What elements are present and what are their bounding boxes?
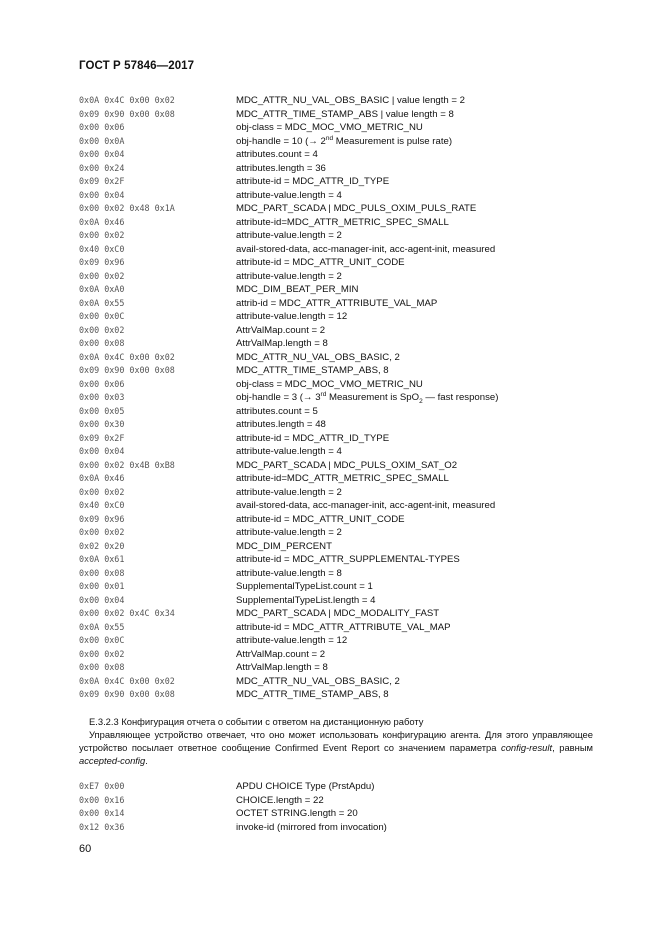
paragraph-param-config-result: config-result: [501, 742, 553, 753]
field-description: [236, 648, 325, 662]
hex-bytes: 0x09 0x90 0x00 0x08: [79, 689, 175, 699]
hex-bytes: 0x00 0x04: [79, 189, 125, 200]
field-description: [236, 189, 342, 203]
description-desc: APDU CHOICE Type (PrstApdu): [236, 781, 375, 792]
hex-bytes: 0x00 0x24: [79, 162, 125, 173]
table-row: [79, 270, 599, 284]
table-row: [79, 189, 599, 203]
hex-bytes: 0x00 0x06: [79, 378, 125, 389]
hex-bytes: 0x0A 0x55: [79, 297, 125, 308]
table-row: [79, 216, 599, 230]
description-desc: OCTET STRING.length = 20: [236, 808, 358, 819]
table-row: [79, 162, 599, 176]
hex-bytes: 0x00 0x02 0x4B 0xB8: [79, 459, 175, 470]
section-e-3-2-3: [79, 715, 593, 767]
field-description: [236, 661, 328, 675]
table-row: [79, 580, 599, 594]
table-row: [79, 283, 599, 297]
field-description: [236, 310, 347, 324]
field-description: [236, 634, 347, 648]
hex-bytes: 0x09 0x96: [79, 513, 125, 524]
description-desc: AttrValMap.count = 2: [236, 648, 326, 660]
field-description: [236, 499, 495, 513]
description-desc: SupplementalTypeList.length = 4: [236, 594, 376, 606]
description-desc: attrib-id = MDC_ATTR_ATTRIBUTE_VAL_MAP: [236, 297, 438, 309]
table-row: [79, 648, 599, 662]
hex-bytes: 0x00 0x08: [79, 567, 125, 578]
hex-bytes: 0x02 0x20: [79, 540, 125, 551]
section-heading: E.3.2.3 Конфигурация отчета о событии с ответом на дистанционную работу: [89, 716, 424, 727]
table-row: [79, 432, 599, 446]
description-desc: attribute-value.length = 2: [236, 230, 342, 241]
hex-bytes: 0x00 0x16: [79, 794, 125, 805]
description-desc: avail-stored-data, acc-manager-init, acc-agent-init, measured: [236, 500, 496, 511]
table-row: [79, 794, 599, 808]
description-desc: obj-handle = 3 (→ 3: [236, 392, 321, 403]
hex-bytes: 0x00 0x03: [79, 392, 125, 402]
field-description: [236, 162, 326, 176]
field-description: [236, 807, 358, 821]
table-row: [79, 499, 599, 513]
field-description: [236, 553, 460, 567]
description-desc: MDC_ATTR_TIME_STAMP_ABS, 8: [236, 689, 389, 700]
description-desc: attribute-value.length = 2: [236, 527, 342, 538]
description-desc: attributes.count = 5: [236, 405, 318, 417]
field-description: [236, 175, 389, 189]
description-desc: attributes.length = 36: [236, 162, 326, 174]
description-desc: attribute-value.length = 4: [236, 446, 342, 457]
field-description: [236, 540, 332, 554]
description-desc: MDC_DIM_BEAT_PER_MIN: [236, 284, 359, 295]
hex-bytes: 0x09 0x90 0x00 0x08: [79, 108, 175, 119]
field-description: [236, 526, 342, 540]
table-row: [79, 364, 599, 378]
table-row: [79, 594, 599, 608]
field-description: [236, 337, 328, 351]
description-desc: attribute-id = MDC_ATTR_ID_TYPE: [236, 176, 390, 187]
description-desc: attributes.count = 4: [236, 149, 318, 160]
description-desc: MDC_ATTR_TIME_STAMP_ABS | value length = 8: [236, 108, 454, 120]
table-row: [79, 391, 599, 405]
description-desc: MDC_DIM_PERCENT: [236, 540, 332, 552]
description-desc: AttrValMap.length = 8: [236, 662, 328, 673]
field-description: [236, 391, 498, 405]
table-row: [79, 351, 599, 365]
field-description: [236, 216, 449, 230]
field-description: [236, 256, 405, 270]
description-desc: avail-stored-data, acc-manager-init, acc-agent-init, measured: [236, 243, 496, 255]
description-desc: invoke-id (mirrored from invocation): [236, 821, 387, 833]
table-row: [79, 405, 599, 419]
table-row: [79, 607, 599, 621]
description-desc: attributes.length = 48: [236, 419, 326, 430]
table-row: [79, 821, 599, 835]
table-row: [79, 540, 599, 554]
table-row: [79, 418, 599, 432]
description-sup: nd: [325, 134, 334, 142]
hex-bytes: 0x00 0x08: [79, 338, 125, 348]
table-row: [79, 229, 599, 243]
description-desc: MDC_ATTR_NU_VAL_OBS_BASIC, 2: [236, 675, 400, 687]
description-desc: attribute-id = MDC_ATTR_SUPPLEMENTAL-TYPES: [236, 554, 460, 565]
paragraph-text-2: , равным: [552, 742, 593, 753]
hex-bytes: 0x09 0x2F: [79, 432, 125, 443]
paragraph-text-1: Управляющее устройство отвечает, что оно может использовать конфигурацию агента. Для этого управляющее устройство посылает ответное сообщение Confirmed Event Report со значением параметра: [79, 729, 593, 753]
table-row: [79, 310, 599, 324]
description-desc: obj-class = MDC_MOC_VMO_METRIC_NU: [236, 122, 423, 133]
description-desc: attribute-id = MDC_ATTR_UNIT_CODE: [236, 513, 405, 525]
hex-bytes: 0x40 0xC0: [79, 243, 125, 254]
table-row: [79, 513, 599, 527]
description-desc: attribute-id=MDC_ATTR_METRIC_SPEC_SMALL: [236, 216, 449, 228]
table-row: [79, 378, 599, 392]
hex-bytes: 0x0A 0xA0: [79, 284, 125, 294]
hex-bytes: 0x00 0x0C: [79, 635, 125, 645]
field-description: [236, 418, 326, 432]
hex-bytes: 0x00 0x14: [79, 808, 125, 818]
hex-bytes: 0x00 0x02: [79, 527, 125, 537]
hex-bytes: 0x00 0x04: [79, 446, 125, 456]
hex-bytes: 0x00 0x02 0x48 0x1A: [79, 203, 175, 213]
field-description: [236, 445, 342, 459]
table-row: [79, 202, 599, 216]
field-description: [236, 432, 389, 446]
table-row: [79, 634, 599, 648]
hex-bytes: 0x12 0x36: [79, 821, 125, 832]
description-sup: rd: [320, 390, 327, 398]
hex-bytes: 0x00 0x02: [79, 230, 125, 240]
field-description: [236, 94, 465, 108]
description-desc: attribute-id = MDC_ATTR_UNIT_CODE: [236, 257, 405, 268]
description-desc: SupplementalTypeList.count = 1: [236, 581, 373, 592]
description-after: Measurement is pulse rate): [333, 135, 453, 147]
field-description: [236, 688, 389, 702]
description-desc: attribute-value.length = 4: [236, 189, 342, 201]
field-description: [236, 780, 374, 794]
field-description: [236, 229, 342, 243]
field-description: [236, 472, 449, 486]
field-description: [236, 621, 451, 635]
table-row: [79, 148, 599, 162]
field-description: [236, 148, 318, 162]
description-desc: MDC_PART_SCADA | MDC_MODALITY_FAST: [236, 608, 440, 619]
hex-bytes: 0x40 0xC0: [79, 500, 125, 510]
field-description: [236, 567, 342, 581]
table-row: [79, 675, 599, 689]
description-desc: attribute-value.length = 2: [236, 486, 342, 498]
field-description: [236, 607, 439, 621]
hex-bytes: 0x0A 0x4C 0x00 0x02: [79, 675, 175, 686]
hex-bytes: 0x00 0x0A: [79, 135, 125, 146]
hex-bytes: 0x00 0x30: [79, 419, 125, 429]
table-row: [79, 621, 599, 635]
hex-bytes: 0x00 0x0C: [79, 311, 125, 321]
description-sub: 2: [419, 397, 423, 405]
table-row: [79, 324, 599, 338]
table-row: [79, 94, 599, 108]
table-row: [79, 553, 599, 567]
hex-bytes: 0x0A 0x46: [79, 473, 125, 483]
paragraph-param-accepted-config: accepted-config: [79, 755, 146, 766]
paragraph-text-3: .: [145, 755, 148, 766]
hex-dump-table-2: [79, 780, 599, 834]
description-desc: attribute-id=MDC_ATTR_METRIC_SPEC_SMALL: [236, 473, 449, 484]
field-description: [236, 794, 324, 808]
table-row: [79, 661, 599, 675]
field-description: [236, 351, 400, 365]
hex-bytes: 0x00 0x04: [79, 149, 125, 159]
table-row: [79, 688, 599, 702]
hex-bytes: 0x0A 0x61: [79, 554, 125, 564]
hex-bytes: 0x0A 0x4C 0x00 0x02: [79, 95, 175, 105]
description-desc: attribute-id = MDC_ATTR_ID_TYPE: [236, 432, 390, 444]
hex-bytes: 0x0A 0x55: [79, 621, 125, 632]
description-desc: obj-class = MDC_MOC_VMO_METRIC_NU: [236, 378, 423, 390]
description-desc: MDC_ATTR_TIME_STAMP_ABS, 8: [236, 365, 389, 376]
description-desc: attribute-value.length = 2: [236, 270, 342, 282]
description-desc: AttrValMap.length = 8: [236, 338, 328, 349]
table-row: [79, 135, 599, 149]
field-description: [236, 364, 389, 378]
hex-bytes: 0x09 0x2F: [79, 176, 125, 186]
hex-bytes: 0x00 0x02 0x4C 0x34: [79, 608, 175, 618]
field-description: [236, 243, 495, 257]
description-desc: attribute-value.length = 12: [236, 635, 348, 646]
field-description: [236, 405, 318, 419]
field-description: [236, 121, 423, 135]
hex-bytes: 0x0A 0x4C 0x00 0x02: [79, 351, 175, 362]
field-description: [236, 675, 400, 689]
table-row: [79, 175, 599, 189]
section-paragraph: [79, 728, 593, 767]
table-row: [79, 526, 599, 540]
field-description: [236, 108, 454, 122]
description-desc: MDC_PART_SCADA | MDC_PULS_OXIM_PULS_RATE: [236, 203, 477, 214]
table-row: [79, 459, 599, 473]
hex-bytes: 0x00 0x02: [79, 270, 125, 281]
table-row: [79, 297, 599, 311]
field-description: [236, 378, 423, 392]
table-row: [79, 780, 599, 794]
description-desc: attribute-value.length = 12: [236, 311, 348, 322]
document-header: ГОСТ Р 57846—2017: [79, 60, 195, 72]
table-row: [79, 567, 599, 581]
hex-bytes: 0x09 0x90 0x00 0x08: [79, 365, 175, 375]
description-desc: attribute-id = MDC_ATTR_ATTRIBUTE_VAL_MAP: [236, 621, 451, 633]
hex-bytes: 0x00 0x06: [79, 122, 125, 132]
field-description: [236, 270, 342, 284]
table-row: [79, 486, 599, 500]
description-desc: MDC_PART_SCADA | MDC_PULS_OXIM_SAT_O2: [236, 459, 458, 471]
table-row: [79, 256, 599, 270]
hex-bytes: 0x00 0x01: [79, 581, 125, 591]
description-after2: — fast response): [422, 392, 499, 403]
hex-bytes: 0x0A 0x46: [79, 216, 125, 227]
table-row: [79, 337, 599, 351]
hex-bytes: 0xE7 0x00: [79, 781, 125, 791]
field-description: [236, 135, 452, 149]
hex-bytes: 0x00 0x04: [79, 594, 125, 605]
hex-bytes: 0x09 0x96: [79, 257, 125, 267]
field-description: [236, 324, 325, 338]
field-description: [236, 297, 437, 311]
description-desc: obj-handle = 10 (→ 2: [236, 135, 326, 147]
table-row: [79, 108, 599, 122]
description-desc: attribute-value.length = 8: [236, 567, 342, 579]
table-row: [79, 121, 599, 135]
page-number: 60: [79, 843, 92, 855]
table-row: [79, 243, 599, 257]
table-row: [79, 472, 599, 486]
field-description: [236, 580, 373, 594]
table-row: [79, 445, 599, 459]
field-description: [236, 459, 457, 473]
hex-bytes: 0x00 0x05: [79, 405, 125, 416]
description-desc: CHOICE.length = 22: [236, 794, 324, 806]
field-description: [236, 202, 476, 216]
field-description: [236, 283, 358, 297]
field-description: [236, 486, 342, 500]
field-description: [236, 513, 405, 527]
description-after: Measurement is SpO: [326, 392, 420, 403]
table-row: [79, 807, 599, 821]
description-desc: MDC_ATTR_NU_VAL_OBS_BASIC, 2: [236, 351, 400, 363]
field-description: [236, 594, 375, 608]
hex-bytes: 0x00 0x02: [79, 324, 125, 335]
hex-dump-table-1: [79, 94, 599, 702]
hex-bytes: 0x00 0x02: [79, 486, 125, 497]
field-description: [236, 821, 387, 835]
hex-bytes: 0x00 0x08: [79, 662, 125, 672]
hex-bytes: 0x00 0x02: [79, 648, 125, 659]
description-desc: MDC_ATTR_NU_VAL_OBS_BASIC | value length = 2: [236, 95, 466, 106]
description-desc: AttrValMap.count = 2: [236, 324, 326, 336]
